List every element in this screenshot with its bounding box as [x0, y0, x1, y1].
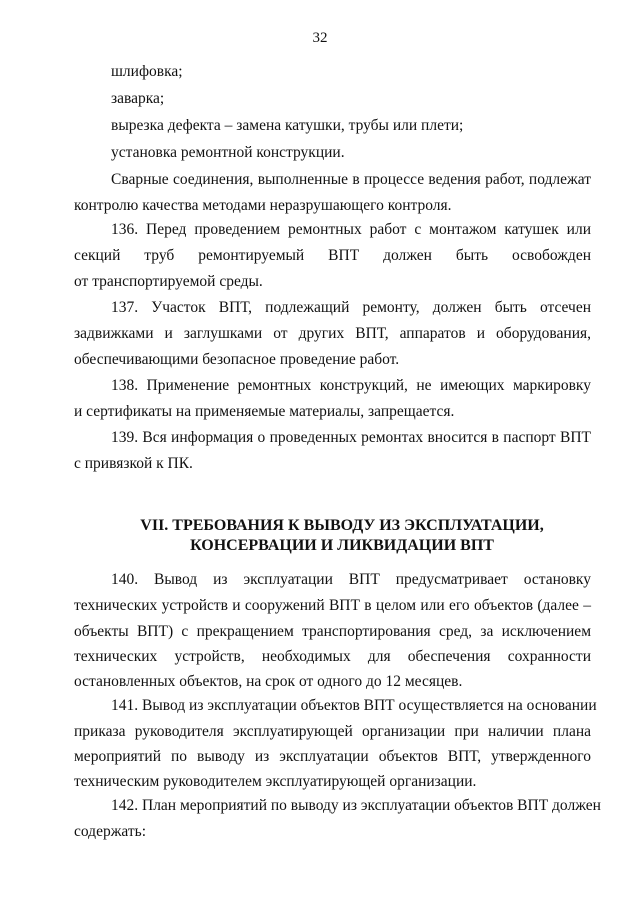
- list-item: вырезка дефекта – замена катушки, трубы или плети;: [111, 117, 464, 134]
- paragraph-136-line: 136. Перед проведением ремонтных работ с монтажом катушек или: [111, 221, 591, 238]
- section-heading-line: КОНСЕРВАЦИИ И ЛИКВИДАЦИИ ВПТ: [190, 537, 494, 554]
- paragraph-136-line: от транспортируемой среды.: [74, 273, 263, 290]
- list-item: заварка;: [111, 90, 165, 107]
- paragraph-line: контролю качества методами неразрушающего контроля.: [74, 197, 452, 214]
- paragraph-line: Сварные соединения, выполненные в процессе ведения работ, подлежат: [111, 171, 591, 188]
- paragraph-137-line: обеспечивающими безопасное проведение работ.: [74, 351, 400, 368]
- paragraph-139-line: 139. Вся информация о проведенных ремонтах вносится в паспорт ВПТ: [111, 429, 591, 446]
- section-heading-line: VII. ТРЕБОВАНИЯ К ВЫВОДУ ИЗ ЭКСПЛУАТАЦИИ,: [140, 517, 544, 534]
- paragraph-142-line: содержать:: [74, 823, 147, 840]
- list-item: установка ремонтной конструкции.: [111, 144, 345, 161]
- paragraph-140-line: остановленных объектов, на срок от одного до 12 месяцев.: [74, 673, 463, 690]
- paragraph-141-line: мероприятий по выводу из эксплуатации объектов ВПТ, утвержденного: [74, 748, 591, 765]
- paragraph-136-line: секций труб ремонтируемый ВПТ должен быть освобожден: [74, 247, 591, 264]
- paragraph-137-line: задвижками и заглушками от других ВПТ, аппаратов и оборудования,: [74, 325, 591, 342]
- paragraph-141-line: 141. Вывод из эксплуатации объектов ВПТ осуществляется на основании: [111, 697, 597, 714]
- paragraph-140-line: технических устройств и сооружений ВПТ в целом или его объектов (далее –: [74, 597, 591, 614]
- paragraph-140-line: объекты ВПТ) с прекращением транспортирования сред, за исключением: [74, 623, 591, 640]
- section-heading: [0, 516, 640, 556]
- list-item: шлифовка;: [111, 63, 183, 80]
- paragraph-138-line: 138. Применение ремонтных конструкций, не имеющих маркировку: [111, 377, 591, 394]
- paragraph-142-line: 142. План мероприятий по выводу из эксплуатации объектов ВПТ должен: [111, 797, 601, 814]
- paragraph-137-line: 137. Участок ВПТ, подлежащий ремонту, должен быть отсечен: [111, 299, 591, 316]
- paragraph-141-line: приказа руководителя эксплуатирующей организации при наличии плана: [74, 723, 591, 740]
- paragraph-140-line: 140. Вывод из эксплуатации ВПТ предусматривает остановку: [111, 571, 591, 588]
- page-number: 32: [312, 30, 328, 46]
- paragraph-141-line: техническим руководителем эксплуатирующей организации.: [74, 773, 477, 790]
- paragraph-138-line: и сертификаты на применяемые материалы, запрещается.: [74, 403, 455, 420]
- paragraph-139-line: с привязкой к ПК.: [74, 455, 193, 472]
- paragraph-140-line: технических устройств, необходимых для обеспечения сохранности: [74, 648, 591, 665]
